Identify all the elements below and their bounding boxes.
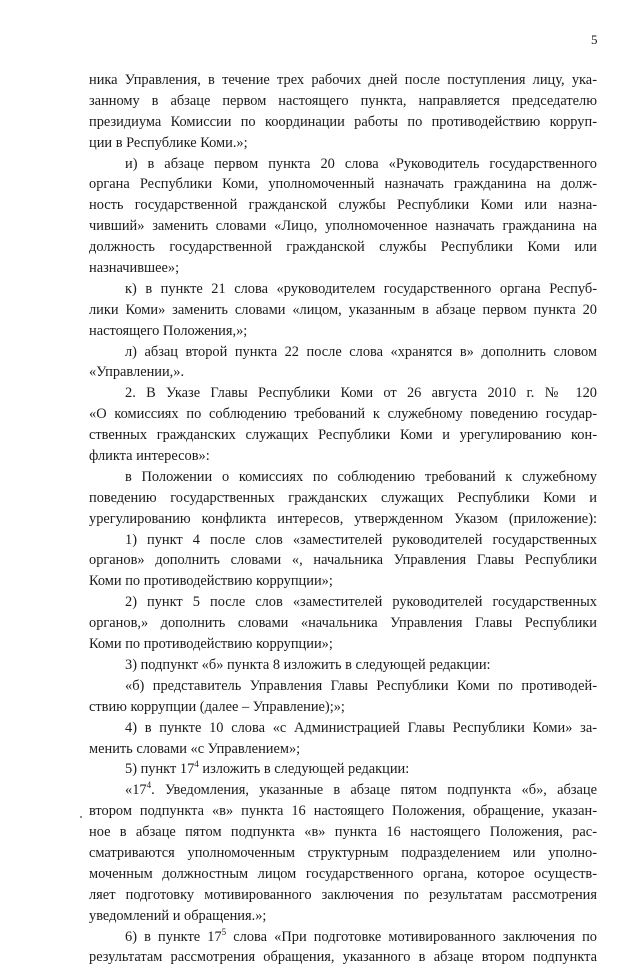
text-line: 2. В Указе Главы Республики Коми от 26 августа 2010 г. № 120 [125,385,597,402]
text-line: поведению государственных гражданских служащих Республики Коми и [89,489,597,506]
text-line: органов,» дополнить словами «начальника Управления Главы Республики [89,615,597,632]
page-number: 5 [591,32,598,47]
text-line [89,780,597,801]
document-body [89,70,597,968]
text-line: занному в абзаце первом настоящего пункта, направляется председателю [89,92,597,109]
text-line: ность государственной гражданской службы Республики Коми или назна- [89,197,597,214]
text-line: моченным должностным лицом государственного органа, которое осуществ- [89,865,597,882]
text-line: органа Республики Коми, уполномоченный назначать гражданина на долж- [89,176,597,193]
text-line: в Положении о комиссиях по соблюдению требований к служебному [125,468,597,485]
text-line: чивший» заменить словами «Лицо, уполномоченное назначать гражданина на [89,218,597,235]
text-line: Коми по противодействию коррупции»; [89,573,333,590]
text-run: «17 [125,782,147,799]
text-run: 5) пункт 17 [125,761,195,778]
text-line: ное в абзаце пятом подпункта «в» пункта 16 настоящего Положения, рас- [89,824,597,841]
text-line: результатам рассмотрения обращения, указанного в абзаце втором подпункта [89,949,597,966]
superscript: 4 [194,759,199,770]
superscript: 4 [146,780,152,791]
scan-speck [80,816,82,818]
text-line: «О комиссиях по соблюдению требований к служебному поведению государ- [89,406,597,423]
text-line: должность государственной гражданской службы Республики Коми или [89,239,597,256]
text-line: менить словами «с Управлением»; [89,740,301,757]
text-run: изложить в следующей редакции: [198,761,410,778]
text-line: настоящего Положения,»; [89,322,248,339]
text-line: «б) представитель Управления Главы Республики Коми по противодей- [125,677,597,694]
text-line: 4) в пункте 10 слова «с Администрацией Главы Республики Коми» за- [125,719,597,736]
text-line: «Управлении,». [89,364,185,381]
text-line: урегулированию конфликта интересов, утвержденном Указом (приложение): [89,510,597,527]
text-line: ции в Республике Коми.»; [89,134,248,151]
text-line: ляет подготовку мотивированного заключения по результатам рассмотрения [89,886,597,903]
text-line: л) абзац второй пункта 22 после слова «хранятся в» дополнить словом [125,343,597,360]
text-line: уведомлений и обращения.»; [89,907,267,924]
text-run: слова «При подготовке мотивированного заключения по [226,928,597,945]
text-run: 6) в пункте 17 [125,928,222,945]
text-line: 3) подпункт «б» пункта 8 изложить в следующей редакции: [125,656,491,673]
text-line: сматриваются уполномоченным структурным подразделением или уполно- [89,844,597,861]
text-line: втором подпункта «в» пункта 16 настоящего Положения, обращение, указан- [89,803,597,820]
text-line: к) в пункте 21 слова «руководителем государственного органа Респуб- [125,280,597,297]
text-line [89,927,597,948]
text-line: фликта интересов»: [89,448,210,465]
text-line: лики Коми» заменить словами «лицом, указанным в абзаце первом пункта 20 [89,301,597,318]
text-line: Коми по противодействию коррупции»; [89,636,333,653]
superscript: 5 [221,926,227,937]
text-line: назначившее»; [89,260,180,277]
text-line: ника Управления, в течение трех рабочих дней после поступления лицу, ука- [89,72,597,88]
text-line: органов» дополнить словами «, начальника Управления Главы Республики [89,552,597,569]
text-line: 1) пункт 4 после слов «заместителей руководителей государственных [125,531,597,548]
text-line [89,759,597,780]
text-line: ственных гражданских служащих Республики Коми и урегулированию кон- [89,427,597,444]
text-line: ствию коррупции (далее – Управление);»; [89,698,345,715]
text-line: 2) пункт 5 после слов «заместителей руководителей государственных [125,594,597,611]
text-line: президиума Комиссии по координации работы по противодействию корруп- [89,113,597,130]
text-run: . Уведомления, указанные в абзаце пятом подпункта «б», абзаце [151,782,597,799]
text-line: и) в абзаце первом пункта 20 слова «Руководитель государственного [125,155,597,172]
